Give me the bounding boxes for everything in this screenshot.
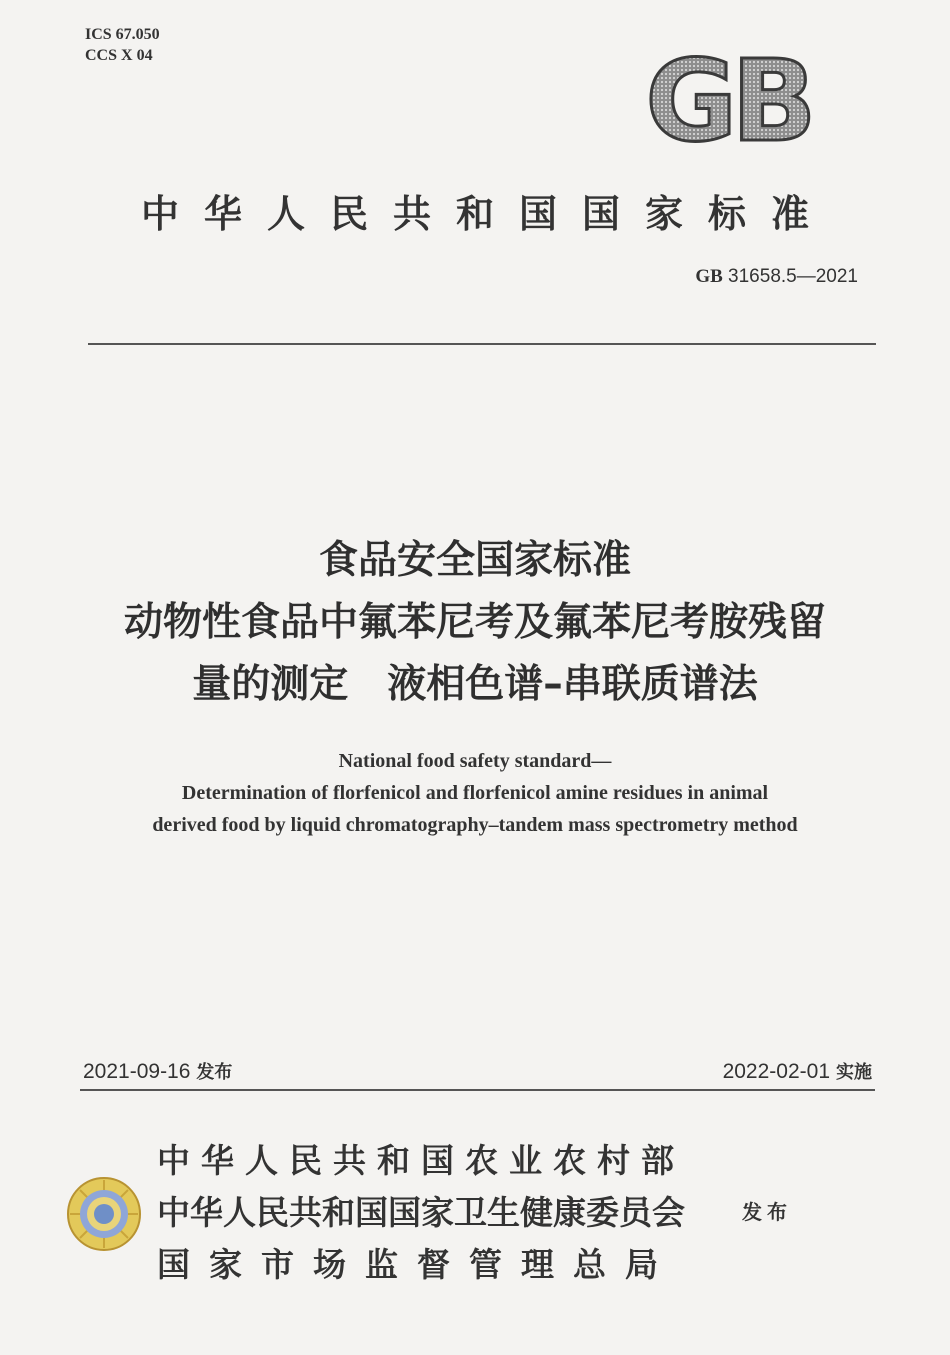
chinese-title-line-1: 食品安全国家标准 (318, 538, 631, 583)
top-divider (88, 343, 876, 345)
publish-date-label: 发布 (196, 1062, 233, 1083)
english-title (0, 745, 950, 841)
standard-number (695, 266, 858, 288)
gb-logo (632, 48, 824, 148)
emblem-icon (66, 1176, 142, 1252)
english-title-line-3: derived food by liquid chromatography–tandem mass spectrometry method (152, 814, 798, 836)
ccs-code: CCS X 04 (85, 47, 153, 64)
ics-code: ICS 67.050 (85, 26, 160, 43)
english-title-line-1: National food safety standard— (338, 750, 612, 772)
issue-label: 发布 (742, 1200, 792, 1224)
implementation-date-label: 实施 (836, 1062, 872, 1083)
issuer-health-commission: 中华人民共和国国家卫生健康委员会 (157, 1193, 685, 1232)
standard-prefix: GB (695, 266, 723, 287)
issuer-market-regulation: 国家市场监督管理总局 (157, 1245, 677, 1284)
classification-codes (85, 24, 160, 66)
gb-logo-text: GB (645, 48, 811, 148)
bottom-divider (80, 1089, 875, 1091)
implementation-date-value: 2022-02-01 (722, 1060, 830, 1083)
issuing-authorities (157, 1135, 685, 1291)
publish-date (83, 1058, 232, 1084)
english-title-line-2: Determination of florfenicol and florfenicol amine residues in animal (181, 782, 769, 804)
implementation-date (723, 1058, 872, 1084)
issuer-agriculture: 中华人民共和国农业农村部 (157, 1141, 685, 1180)
publish-date-value: 2021-09-16 (83, 1060, 191, 1083)
national-standard-heading: 中华人民共和国国家标准 (140, 192, 834, 236)
chinese-title-line-3: 量的测定 液相色谱–串联质谱法 (192, 662, 758, 707)
chinese-title-line-2: 动物性食品中氟苯尼考及氟苯尼考胺残留 (123, 600, 826, 645)
chinese-title (0, 530, 950, 716)
standard-number-value: 31658.5—2021 (728, 266, 858, 287)
